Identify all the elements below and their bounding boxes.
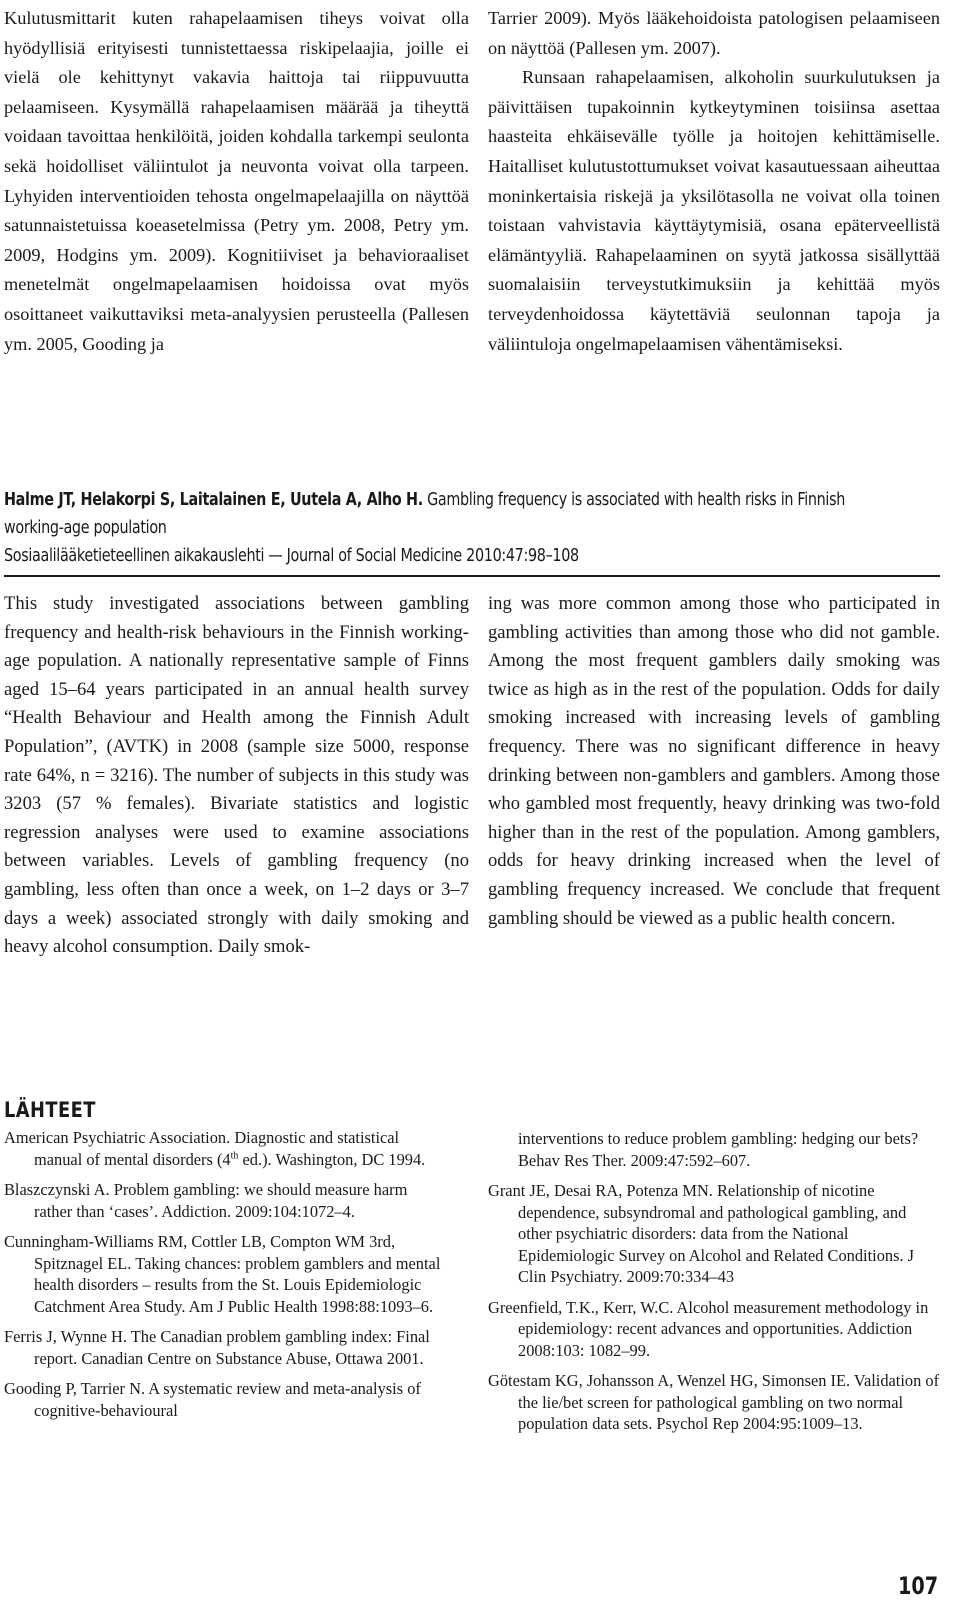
abstract-left-column — [4, 590, 469, 962]
reference-item: Greenfield, T.K., Kerr, W.C. Alcohol measurement methodology in epidemiology: recent advances and opportunities. Addiction 2008:103: 1082–99. — [488, 1297, 929, 1360]
abstract-title-line-1 — [4, 486, 846, 514]
finnish-text-left-column — [4, 4, 469, 359]
page-number: 107 — [897, 1572, 938, 1600]
reference-superscript: th — [230, 1150, 239, 1162]
reference-item: Gooding P, Tarrier N. A systematic review and meta-analysis of cognitive-behavioural — [4, 1379, 421, 1420]
reference-item: Ferris J, Wynne H. The Canadian problem gambling index: Final report. Canadian Centre on Substance Abuse, Ottawa 2001. — [4, 1327, 430, 1368]
abstract-authors: Halme JT, Helakorpi S, Laitalainen E, Uutela A, Alho H. — [4, 490, 423, 510]
abstract-title-line-2: working-age population — [4, 518, 167, 538]
finnish-paragraph: Kulutusmittarit kuten rahapelaamisen tiheys voivat olla hyödyllisiä erityisesti tunnistettaessa riskipelaajia, joille ei vielä ole kehittynyt vakavia haittoja tai riippuvuutta pelaamiseen. Kysymällä rahapelaamisen määrää ja tiheyttä voidaan tavoittaa henkilöitä, joiden kohdalla tarkempi seulonta sekä hoidolliset väliintulot ja neuvonta voivat olla tarpeen. Lyhyiden interventioiden tehosta ongelmapelaajilla on näyttöä satunnaistetuissa koeasetelmissa (Petry ym. 2008, Petry ym. 2009, Hodgins ym. 2009). Kognitiiviset ja behavioraaliset menetelmät ongelmapelaamisen hoidoissa ovat myös osoittaneet vaikuttaviksi meta-analyysien perusteella (Pallesen ym. 2005, Gooding ja — [4, 8, 469, 354]
abstract-title: Gambling frequency is associated with health risks in Finnish — [427, 490, 846, 510]
reference-item: Grant JE, Desai RA, Potenza MN. Relationship of nicotine dependence, subsyndromal and pathological gambling, and other psychiatric disorders: data from the National Epidemiologic Survey on Alcohol and Related Conditions. J Clin Psychiatry. 2009:70:334–43 — [488, 1181, 915, 1286]
reference-item: Blaszczynski A. Problem gambling: we should measure harm rather than ‘cases’. Addiction. 2009:104:1072–4. — [4, 1180, 408, 1221]
references-right-column — [488, 1128, 940, 1444]
references-heading: LÄHTEET — [4, 1098, 96, 1122]
section-divider — [4, 575, 940, 577]
abstract-paragraph: ing was more common among those who participated in gambling activities than among those who did not gamble. Among the most frequent gamblers daily smoking was twice as high as in the rest of the population. Odds for daily smoking increased with increasing levels of gambling frequency. There was no significant difference in heavy drinking between non-gamblers and gamblers. Among those who gambled most frequently, heavy drinking was two-fold higher than in the rest of the population. Among gamblers, odds for heavy drinking increased when the level of gambling frequency increased. We conclude that frequent gambling should be viewed as a public health concern. — [488, 593, 940, 929]
abstract-journal: Sosiaalilääketieteellinen aikakauslehti — Journal of Social Medicine 2010:47:98–108 — [4, 546, 579, 566]
reference-item: Cunningham-Williams RM, Cottler LB, Compton WM 3rd, Spitznagel EL. Taking chances: problem gamblers and mental health disorders – results from the St. Louis Epidemiologic Catchment Area Study. Am J Public Health 1998:88:1093–6. — [4, 1232, 441, 1316]
abstract-right-column — [488, 590, 940, 933]
abstract-paragraph: This study investigated associations between gambling frequency and health-risk behaviours in the Finnish working-age population. A nationally representative sample of Finns aged 15–64 years participated in an annual health survey “Health Behaviour and Health among the Finnish Adult Population”, (AVTK) in 2008 (sample size 5000, response rate 64%, n = 3216). The number of subjects in this study was 3203 (57 % females). Bivariate statistics and logistic regression analyses were used to examine associations between variables. Levels of gambling frequency (no gambling, less often than once a week, on 1–2 days or 3–7 days a week) associated strongly with daily smoking and heavy alcohol consumption. Daily smok- — [4, 593, 469, 958]
reference-continuation: interventions to reduce problem gambling: hedging our bets? Behav Res Ther. 2009:47:592–607. — [518, 1129, 919, 1170]
finnish-text-right-column — [488, 4, 940, 359]
finnish-paragraph: Runsaan rahapelaamisen, alkoholin suurkulutuksen ja päivittäisen tupakoinnin kytkeytyminen toisiinsa asettaa haasteita ehkäisevälle työlle ja hoitojen kehittämiselle. Haitalliset kulutustottumukset voivat kasautuessaan aiheuttaa moninkertaisia riskejä ja yksilötasolla ne voivat olla toinen toistaan vahvistavia käyttäytymisiä, osana epäterveellistä elämäntyyliä. Rahapelaaminen on syytä jatkossa sisällyttää suomalaisiin terveystutkimuksiin ja kehittää myös terveydenhoidossa käytettäviä seulonnan tapoja ja väliintuloja ongelmapelaamisen vähentämiseksi. — [488, 67, 940, 354]
references-left-column — [4, 1127, 444, 1430]
reference-text: American Psychiatric Association. Diagnostic and statistical manual of mental disorders (4 — [4, 1128, 400, 1169]
abstract-header — [4, 486, 940, 570]
reference-item: Götestam KG, Johansson A, Wenzel HG, Simonsen IE. Validation of the lie/bet screen for pathological gambling on two normal population data sets. Psychol Rep 2004:95:1009–13. — [488, 1371, 940, 1433]
reference-text: ed.). Washington, DC 1994. — [238, 1149, 426, 1169]
finnish-paragraph: Tarrier 2009). Myös lääkehoidoista patologisen pelaamiseen on näyttöä (Pallesen ym. 2007). — [488, 8, 940, 58]
reference-item — [4, 1127, 444, 1170]
